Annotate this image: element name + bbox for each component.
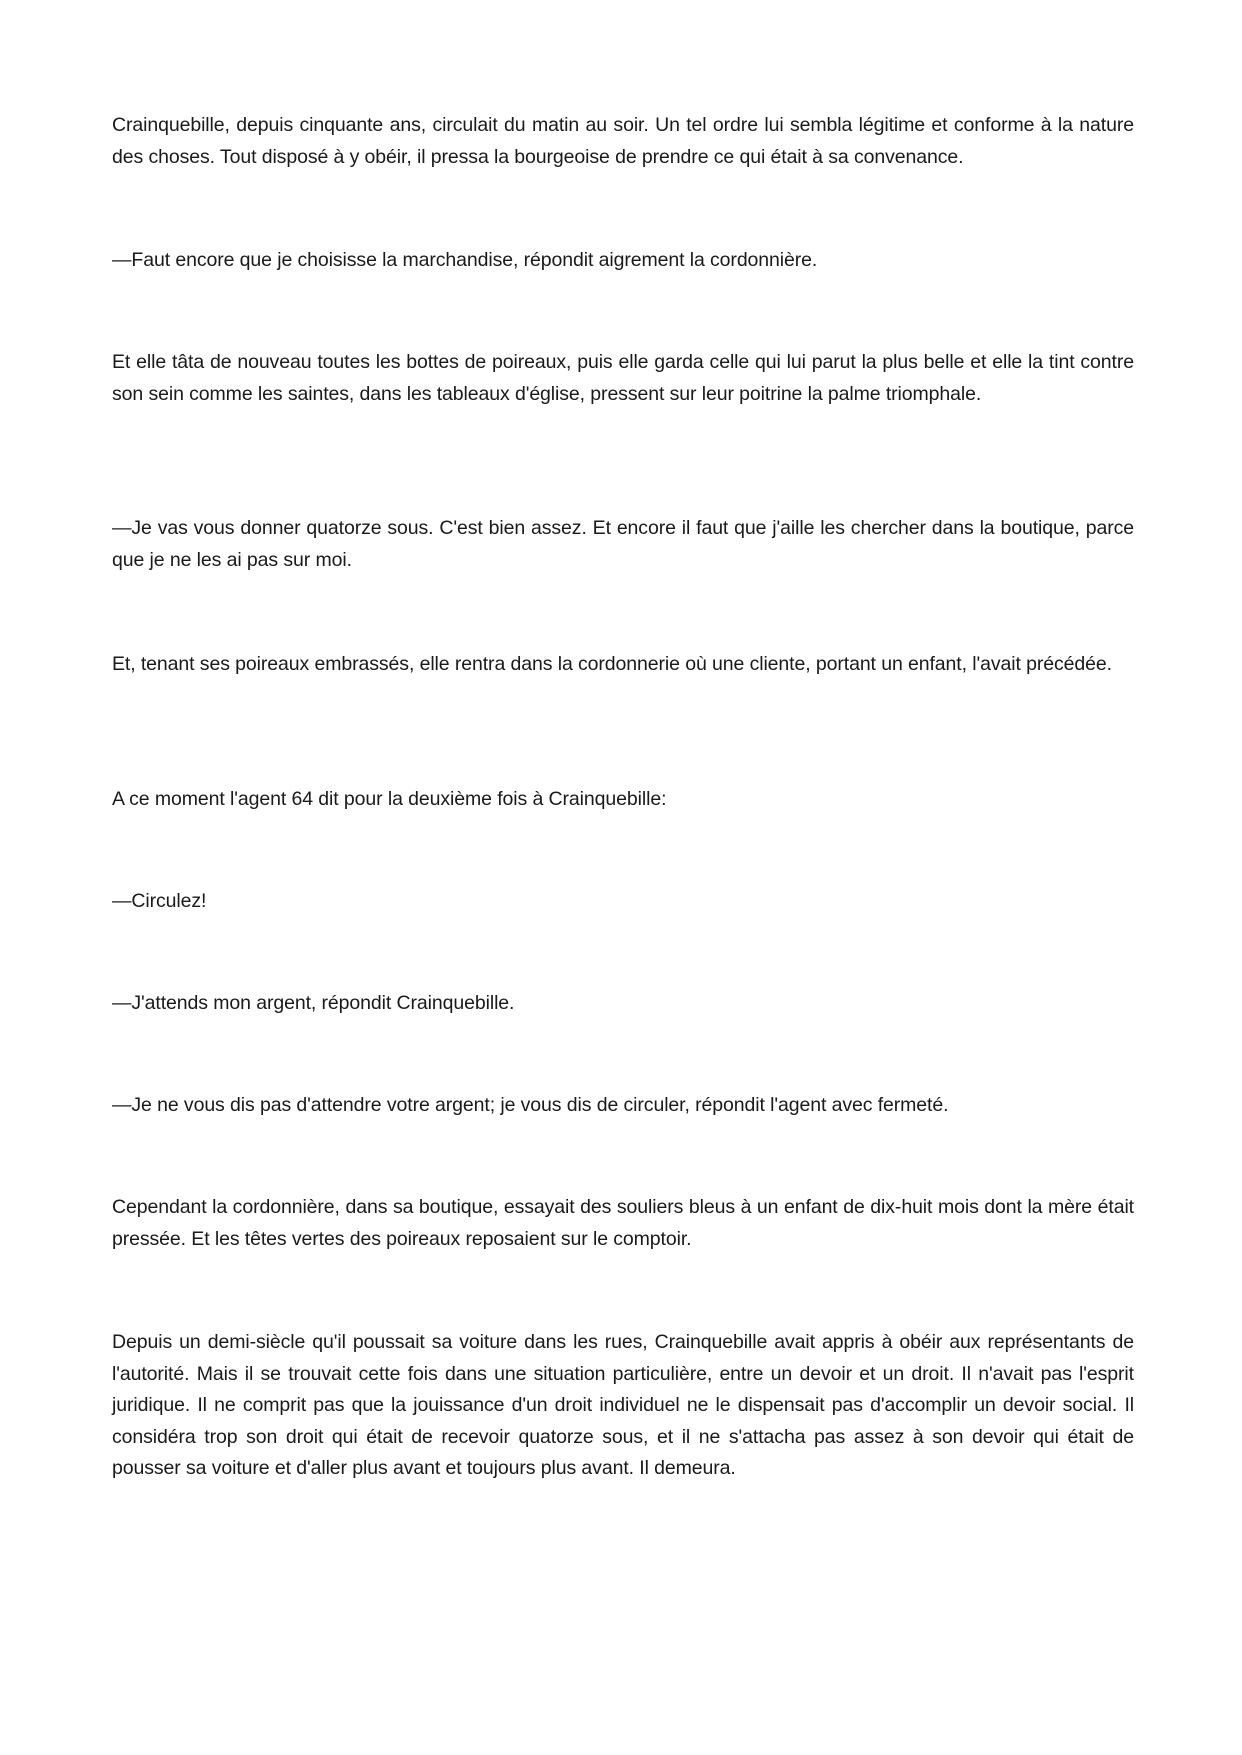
paragraph-4: —Je vas vous donner quatorze sous. C'est bien assez. Et encore il faut que j'aille les chercher dans la boutique, parce que je ne les ai pas sur moi. — [112, 517, 1134, 571]
paragraph-3: Et elle tâta de nouveau toutes les bottes de poireaux, puis elle garda celle qui lui parut la plus belle et elle la tint contre son sein comme les saintes, dans les tableaux d'église, pressent sur leur poitrine la palme triomphale. — [112, 351, 1134, 405]
paragraph-5: Et, tenant ses poireaux embrassés, elle rentra dans la cordonnerie où une cliente, portant un enfant, l'avait précédée. — [112, 653, 1112, 675]
paragraph-2: —Faut encore que je choisisse la marchandise, répondit aigrement la cordonnière. — [112, 249, 818, 271]
paragraph-6: A ce moment l'agent 64 dit pour la deuxième fois à Crainquebille: — [112, 788, 667, 810]
paragraph-7: —Circulez! — [112, 890, 207, 912]
paragraph-10: Cependant la cordonnière, dans sa boutique, essayait des souliers bleus à un enfant de dix-huit mois dont la mère était pressée. Et les têtes vertes des poireaux reposaient sur le comptoir. — [112, 1196, 1134, 1250]
paragraph-1: Crainquebille, depuis cinquante ans, circulait du matin au soir. Un tel ordre lui sembla légitime et conforme à la nature des choses. Tout disposé à y obéir, il pressa la bourgeoise de prendre ce qui était à sa convenance. — [112, 114, 1134, 168]
paragraph-8: —J'attends mon argent, répondit Crainquebille. — [112, 992, 515, 1014]
paragraph-11: Depuis un demi-siècle qu'il poussait sa voiture dans les rues, Crainquebille avait appris à obéir aux représentants de l'autorité. Mais il se trouvait cette fois dans une situation particulière, entre un devoir et un droit. Il n'avait pas l'esprit juridique. Il ne comprit pas que la jouissance d'un droit individuel ne le dispensait pas d'accomplir un devoir social. Il considéra trop son droit qui était de recevoir quatorze sous, et il ne s'attacha pas assez à son devoir qui était de pousser sa voiture et d'aller plus avant et toujours plus avant. Il demeura. — [112, 1331, 1134, 1479]
paragraph-9: —Je ne vous dis pas d'attendre votre argent; je vous dis de circuler, répondit l'agent avec fermeté. — [112, 1094, 949, 1116]
